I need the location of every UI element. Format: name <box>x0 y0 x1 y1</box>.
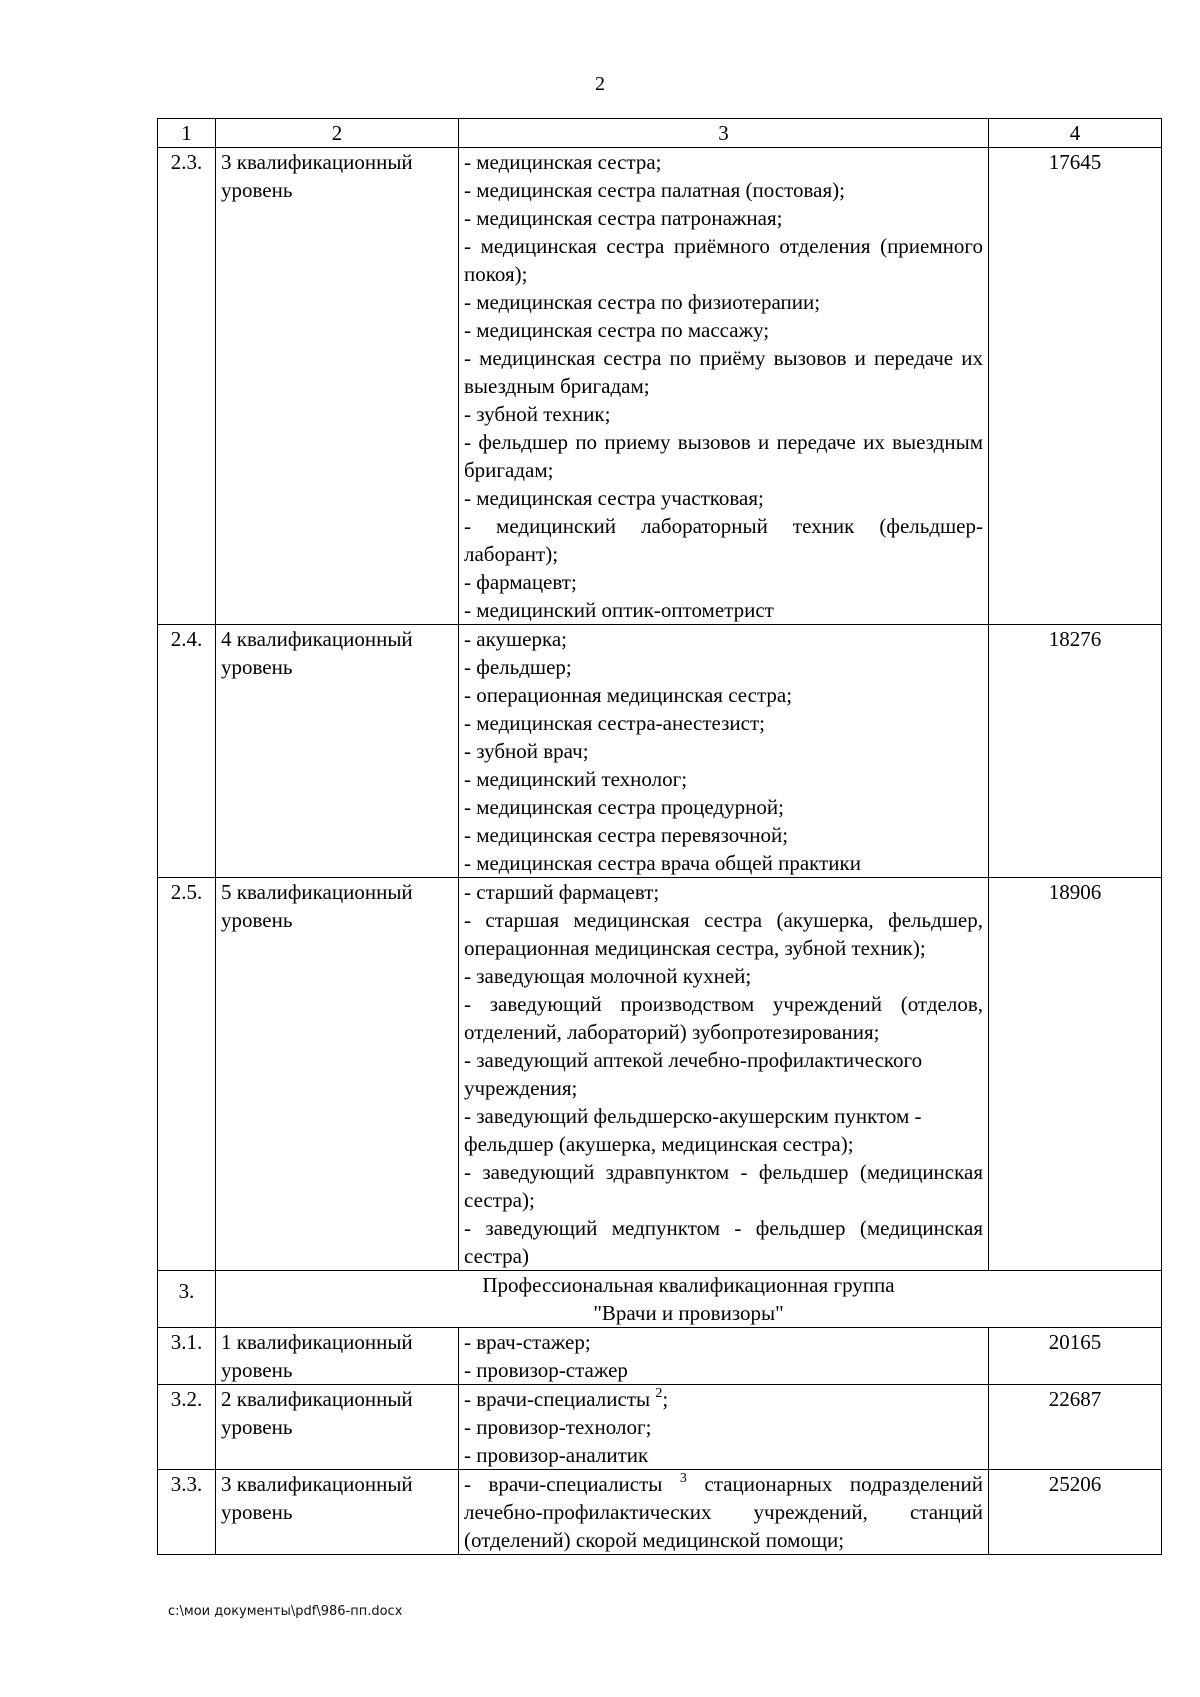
table-header-row <box>158 119 1162 148</box>
salary-value: 25206 <box>989 1470 1162 1555</box>
position-item: - медицинская сестра по массажу; <box>464 318 770 342</box>
position-item: - медицинский лабораторный техник (фельдшер-лаборант); <box>464 514 983 566</box>
positions-list <box>459 1470 989 1555</box>
table-row <box>158 1470 1162 1555</box>
row-number: 3.3. <box>158 1470 216 1555</box>
position-item: - медицинская сестра; <box>464 150 662 174</box>
row-number: 2.3. <box>158 148 216 625</box>
position-text: - врачи-специалисты <box>464 1472 663 1496</box>
group-title <box>216 1271 1162 1328</box>
positions-list <box>459 1385 989 1470</box>
positions-list <box>459 625 989 878</box>
table-row <box>158 878 1162 1271</box>
position-item: - заведующая молочной кухней; <box>464 964 752 988</box>
footnote-marker: 3 <box>679 1471 687 1486</box>
position-item: - медицинская сестра палатная (постовая); <box>464 178 845 202</box>
qualification-level: 3 квалификационный уровень <box>216 1470 459 1555</box>
salary-value: 22687 <box>989 1385 1162 1470</box>
position-item: - операционная медицинская сестра; <box>464 683 793 707</box>
qualification-level: 3 квалификационный уровень <box>216 148 459 625</box>
position-item: - врач-стажер; <box>464 1330 591 1354</box>
table-row <box>158 148 1162 625</box>
position-item: - зубной техник; <box>464 402 611 426</box>
position-item: - заведующий фельдшерско-акушерским пунктом - фельдшер (акушерка, медицинская сестра); <box>464 1104 922 1156</box>
position-item: - заведующий аптекой лечебно-профилактического учреждения; <box>464 1048 923 1100</box>
column-header: 2 <box>216 119 459 148</box>
qualification-level: 1 квалификационный уровень <box>216 1328 459 1385</box>
page-number: 2 <box>595 73 605 95</box>
positions-list <box>459 878 989 1271</box>
row-number: 2.5. <box>158 878 216 1271</box>
position-item: - медицинская сестра по приёму вызовов и передаче их выездным бригадам; <box>464 346 983 398</box>
column-header: 3 <box>459 119 989 148</box>
position-item: - фельдшер по приему вызовов и передаче их выездным бригадам; <box>464 430 983 482</box>
position-item: - медицинская сестра врача общей практики <box>464 851 861 875</box>
salary-value: 20165 <box>989 1328 1162 1385</box>
position-item: - старший фармацевт; <box>464 880 660 904</box>
position-item: - фельдшер; <box>464 655 572 679</box>
row-number: 2.4. <box>158 625 216 878</box>
position-item: - провизор-аналитик <box>464 1443 649 1467</box>
position-item: - старшая медицинская сестра (акушерка, фельдшер, операционная медицинская сестра, зубной техник); <box>464 908 983 960</box>
column-header: 1 <box>158 119 216 148</box>
position-item: - медицинский оптик-оптометрист <box>464 598 774 622</box>
qualification-table <box>157 118 1162 1555</box>
position-item <box>464 1470 983 1554</box>
table-row <box>158 1328 1162 1385</box>
qualification-level: 2 квалификационный уровень <box>216 1385 459 1470</box>
position-item: - заведующий производством учреждений (отделов, отделений, лабораторий) зубопротезирования; <box>464 992 983 1044</box>
position-item: - провизор-стажер <box>464 1358 628 1382</box>
group-row <box>158 1271 1162 1328</box>
qualification-level: 4 квалификационный уровень <box>216 625 459 878</box>
salary-value: 18276 <box>989 625 1162 878</box>
position-text-tail: стационарных подразделений лечебно-профилактических учреждений, станций (отделений) скорой медицинской помощи; <box>464 1472 984 1552</box>
position-item: - медицинская сестра участковая; <box>464 486 764 510</box>
qualification-level: 5 квалификационный уровень <box>216 878 459 1271</box>
position-item: - медицинская сестра-анестезист; <box>464 711 765 735</box>
position-item: - медицинская сестра приёмного отделения (приемного покоя); <box>464 234 983 286</box>
salary-value: 18906 <box>989 878 1162 1271</box>
footer-file-path: c:\мои документы\pdf\986-пп.docx <box>168 1604 403 1619</box>
column-header: 4 <box>989 119 1162 148</box>
salary-value: 17645 <box>989 148 1162 625</box>
row-number: 3. <box>158 1271 216 1328</box>
position-item <box>464 1385 983 1413</box>
row-number: 3.2. <box>158 1385 216 1470</box>
position-text: - врачи-специалисты <box>464 1387 651 1411</box>
position-item: - заведующий здравпунктом - фельдшер (медицинская сестра); <box>464 1160 983 1212</box>
table-row <box>158 625 1162 878</box>
position-item: - медицинская сестра патронажная; <box>464 206 783 230</box>
position-item: - медицинская сестра по физиотерапии; <box>464 290 821 314</box>
group-title-line: Профессиональная квалификационная группа <box>482 1273 895 1297</box>
position-item: - акушерка; <box>464 627 568 651</box>
position-item: - фармацевт; <box>464 570 577 594</box>
table-row <box>158 1385 1162 1470</box>
position-item: - медицинская сестра процедурной; <box>464 795 784 819</box>
positions-list <box>459 1328 989 1385</box>
position-item: - провизор-технолог; <box>464 1415 652 1439</box>
footnote-marker: 2 <box>655 1386 663 1401</box>
position-item: - зубной врач; <box>464 739 589 763</box>
position-text-tail: ; <box>662 1387 669 1411</box>
positions-list <box>459 148 989 625</box>
group-title-line: "Врачи и провизоры" <box>593 1301 784 1325</box>
position-item: - заведующий медпунктом - фельдшер (медицинская сестра) <box>464 1216 983 1268</box>
row-number: 3.1. <box>158 1328 216 1385</box>
position-item: - медицинский технолог; <box>464 767 688 791</box>
position-item: - медицинская сестра перевязочной; <box>464 823 789 847</box>
